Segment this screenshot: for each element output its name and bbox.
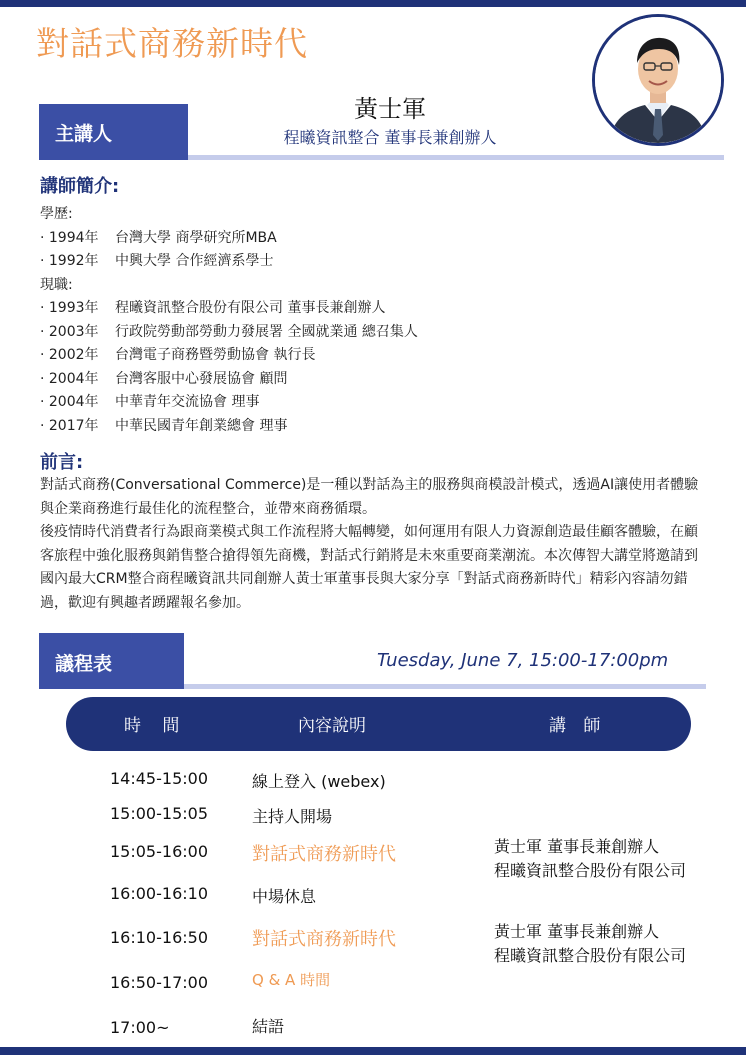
row-time: 16:00-16:10 — [110, 884, 208, 903]
row-time: 16:50-17:00 — [110, 973, 208, 992]
bio-section — [40, 203, 730, 438]
current-year: · 2003年 — [40, 323, 99, 340]
current-text: 台灣客服中心發展協會 顧問 — [115, 370, 288, 387]
education-year: · 1994年 — [40, 229, 99, 246]
current-year: · 2004年 — [40, 370, 99, 387]
current-text: 行政院勞動部勞動力發展署 全國就業通 總召集人 — [115, 323, 418, 340]
speaker-portrait-illustration — [595, 17, 721, 143]
row-topic: 線上登入 (webex) — [252, 772, 386, 791]
current-text: 程曦資訊整合股份有限公司 董事長兼創辦人 — [115, 300, 386, 316]
education-text: 中興大學 合作經濟系學士 — [115, 253, 274, 269]
row-speaker-name: 黃士軍 董事長兼創辦人 — [494, 837, 660, 856]
speaker-name: 黃士軍 — [354, 95, 426, 123]
speaker-photo — [592, 14, 724, 146]
foreword-paragraph-2: 後疫情時代消費者行為跟商業模式與工作流程將大幅轉變，如何運用有限人力資源創造最佳顧客體驗，在顧客旅程中強化服務與銷售整合搶得領先商機，對話式行銷將是未來重要商業潮流。本次傳智大講堂將邀請到國內最大CRM整合商程曦資訊共同創辦人黃士軍董事長與大家分享「對話式商務新時代」精彩內容請勿錯過，歡迎有興趣者踴躍報名參加。 — [40, 524, 698, 611]
current-text: 中華青年交流協會 理事 — [115, 394, 260, 410]
row-time: 15:00-15:05 — [110, 804, 208, 823]
foreword-paragraph-1: 對話式商務(Conversational Commerce)是一種以對話為主的服務與商模設計模式，透過AI讓使用者體驗與企業商務進行最佳化的流程整合，並帶來商務循環。 — [40, 477, 699, 517]
current-label: 現職: — [40, 276, 73, 293]
header-content: 內容說明 — [298, 716, 366, 736]
current-item — [40, 415, 730, 439]
row-time: 14:45-15:00 — [110, 769, 208, 788]
event-date: Tuesday, June 7, 15:00-17:00pm — [377, 650, 669, 671]
row-topic: 對話式商務新時代 — [252, 844, 396, 865]
row-topic: 對話式商務新時代 — [252, 929, 396, 950]
current-item — [40, 344, 730, 368]
row-topic: Q & A 時間 — [252, 971, 331, 989]
row-speaker-company: 程曦資訊整合股份有限公司 — [494, 861, 687, 880]
current-item — [40, 391, 730, 415]
header-time: 時 間 — [124, 716, 188, 736]
education-item — [40, 250, 730, 274]
top-border-bar — [0, 0, 746, 7]
row-time: 16:10-16:50 — [110, 928, 208, 947]
row-speaker-company: 程曦資訊整合股份有限公司 — [494, 946, 687, 965]
education-item — [40, 227, 730, 251]
bottom-border-bar — [0, 1047, 746, 1055]
row-time: 17:00~ — [110, 1018, 170, 1037]
current-item — [40, 321, 730, 345]
speaker-title: 程曦資訊整合 董事長兼創辦人 — [283, 128, 497, 147]
current-year: · 1993年 — [40, 300, 99, 316]
speaker-divider — [188, 155, 724, 160]
agenda-divider — [184, 684, 706, 689]
agenda-tab: 議程表 — [39, 633, 184, 689]
education-label: 學歷: — [40, 206, 73, 222]
education-year: · 1992年 — [40, 253, 99, 269]
current-item — [40, 368, 730, 392]
header-speaker: 講 師 — [549, 716, 607, 736]
row-time: 15:05-16:00 — [110, 842, 208, 861]
education-text: 台灣大學 商學研究所MBA — [115, 229, 277, 246]
foreword-body — [40, 474, 710, 615]
page-title: 對話式商務新時代 — [36, 24, 308, 63]
bio-heading: 講師簡介: — [40, 176, 120, 197]
row-topic: 結語 — [252, 1017, 285, 1036]
speaker-tab: 主講人 — [39, 104, 188, 160]
current-year: · 2017年 — [40, 417, 99, 434]
row-topic: 中場休息 — [252, 887, 317, 906]
current-item — [40, 297, 730, 321]
row-speaker-name: 黃士軍 董事長兼創辦人 — [494, 922, 660, 941]
current-text: 中華民國青年創業總會 理事 — [115, 417, 288, 434]
agenda-table-header — [66, 697, 691, 751]
foreword-heading: 前言: — [40, 452, 84, 473]
current-year: · 2004年 — [40, 394, 99, 410]
current-text: 台灣電子商務暨勞動協會 執行長 — [115, 347, 316, 363]
current-year: · 2002年 — [40, 347, 99, 363]
row-topic: 主持人開場 — [252, 807, 333, 826]
